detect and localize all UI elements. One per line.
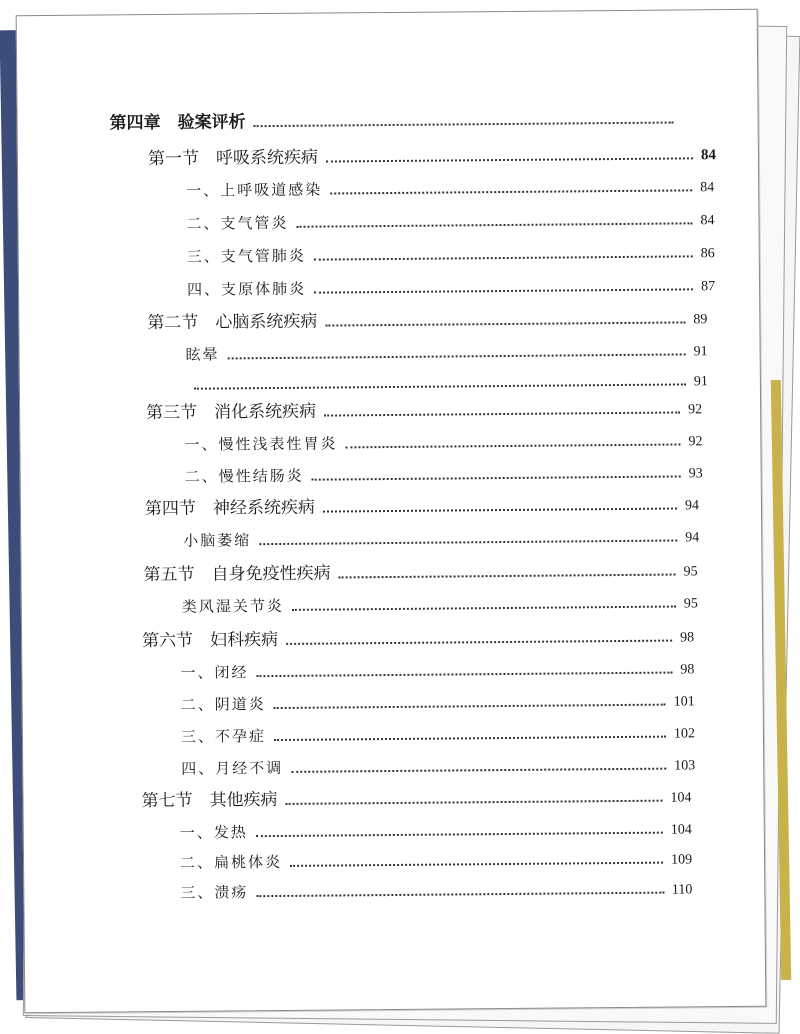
- toc-entry-label: 四、月经不调: [181, 758, 284, 778]
- toc-item[interactable]: [186, 364, 708, 395]
- toc-page-number: 86: [700, 246, 715, 262]
- toc-entry-label: 眩晕: [185, 345, 220, 364]
- toc-item[interactable]: [180, 842, 692, 872]
- toc-entry-label: 第一节 呼吸系统疾病: [147, 147, 319, 170]
- toc-page-number: 84: [700, 147, 716, 164]
- toc-entry-label: 第六节 妇科疾病: [142, 629, 279, 652]
- toc-entry-label: 一、慢性浅表性胃炎: [184, 434, 338, 454]
- toc-entry-label: 二、慢性结肠炎: [184, 466, 304, 486]
- toc-entry-label: 二、阴道炎: [180, 695, 266, 714]
- toc-page-number: 98: [680, 662, 695, 678]
- toc-entry-label: 小脑萎缩: [183, 531, 252, 550]
- toc-item[interactable]: [184, 424, 702, 455]
- toc-page-number: 109: [670, 852, 693, 868]
- leader-dots: [256, 671, 672, 678]
- toc-page-number: 84: [700, 213, 715, 229]
- toc-entry-label: 三、支气管肺炎: [186, 246, 306, 266]
- toc-page-number: 95: [683, 564, 698, 580]
- toc-page-number: 101: [673, 694, 695, 710]
- toc-item[interactable]: [181, 716, 695, 746]
- toc-page-number: 84: [700, 180, 715, 196]
- toc-entry-label: 二、支气管炎: [186, 213, 289, 233]
- leader-dots: [256, 891, 664, 898]
- toc-item[interactable]: [187, 269, 715, 300]
- leader-dots: [286, 639, 672, 645]
- toc-item[interactable]: [183, 520, 699, 551]
- toc-page-number: 93: [688, 466, 703, 482]
- toc-entry-label: 一、发热: [179, 823, 248, 842]
- leader-dots: [292, 605, 676, 611]
- toc-item[interactable]: [181, 748, 695, 778]
- leader-dots: [314, 254, 693, 260]
- toc-entry-label: 四、支原体肺炎: [186, 279, 307, 299]
- leader-dots: [228, 352, 686, 359]
- toc-section[interactable]: [145, 488, 699, 519]
- toc-entry-label: 三、溃疡: [180, 883, 249, 902]
- toc-page-number: 98: [680, 630, 695, 646]
- toc-item[interactable]: [181, 684, 695, 714]
- toc-entry-label: 第二节 心脑系统疾病: [147, 311, 318, 334]
- toc-chapter[interactable]: [109, 102, 709, 133]
- leader-dots: [324, 410, 680, 416]
- toc-entry-label: 第四节 神经系统疾病: [144, 497, 316, 520]
- leader-dots: [312, 474, 681, 480]
- leader-dots: [325, 320, 685, 326]
- toc-chapter-label: 第四章 验案评析: [109, 112, 246, 134]
- leader-dots: [290, 861, 663, 867]
- toc-item[interactable]: [185, 456, 703, 487]
- toc-entry-label: 三、不孕症: [180, 727, 267, 746]
- toc-section[interactable]: [146, 392, 702, 423]
- toc-page-number: 91: [693, 344, 708, 360]
- leader-dots: [286, 799, 663, 805]
- leader-dots: [194, 382, 686, 389]
- leader-dots: [274, 703, 666, 709]
- toc-section[interactable]: [147, 302, 707, 333]
- toc-item[interactable]: [182, 586, 698, 617]
- toc-section[interactable]: [141, 780, 691, 811]
- toc-item[interactable]: [186, 170, 714, 201]
- leader-dots: [323, 507, 677, 513]
- toc-item[interactable]: [187, 236, 715, 267]
- toc-page-number: 89: [693, 312, 708, 328]
- toc-page-number: 102: [673, 726, 696, 742]
- toc-page-number: 91: [693, 374, 708, 390]
- leader-dots: [345, 442, 680, 448]
- leader-dots: [254, 121, 674, 128]
- leader-dots: [339, 573, 676, 579]
- leader-dots: [291, 767, 666, 773]
- toc-page-number: 110: [671, 882, 693, 898]
- toc-item[interactable]: [186, 203, 714, 234]
- toc-page: [16, 9, 767, 1013]
- toc-item[interactable]: [180, 652, 694, 682]
- toc-page-number: 104: [670, 790, 692, 806]
- leader-dots: [274, 735, 666, 741]
- toc-entry-label: 二、扁桃体炎: [179, 852, 283, 872]
- toc-entry-label: 一、闭经: [180, 663, 249, 682]
- toc-page-number: 87: [700, 279, 716, 295]
- toc-entry-label: 第三节 消化系统疾病: [146, 401, 317, 424]
- toc-entry-label: 第五节 自身免疫性疾病: [143, 563, 331, 586]
- leader-dots: [256, 831, 663, 838]
- leader-dots: [297, 221, 693, 227]
- leader-dots: [326, 156, 693, 162]
- leader-dots: [314, 287, 693, 293]
- toc-entry-label: 类风湿关节炎: [181, 596, 284, 616]
- toc-page-number: 92: [688, 402, 703, 418]
- toc-section[interactable]: [148, 138, 716, 169]
- toc-page-number: 94: [684, 498, 700, 514]
- leader-dots: [259, 539, 677, 546]
- toc-entry-label: 第七节 其他疾病: [141, 790, 278, 812]
- toc-page-number: 95: [683, 596, 698, 612]
- toc-page-number: 104: [670, 822, 692, 838]
- toc-entry-label: 一、上呼吸道感染: [186, 180, 323, 200]
- toc-section[interactable]: [143, 554, 697, 585]
- toc-item[interactable]: [180, 812, 692, 842]
- toc-page-number: 103: [674, 758, 696, 774]
- toc-section[interactable]: [142, 620, 694, 651]
- toc-item[interactable]: [185, 334, 707, 365]
- leader-dots: [330, 188, 692, 194]
- toc-page-number: 94: [685, 530, 700, 546]
- toc-page-number: 92: [688, 434, 703, 450]
- toc-item[interactable]: [180, 872, 692, 902]
